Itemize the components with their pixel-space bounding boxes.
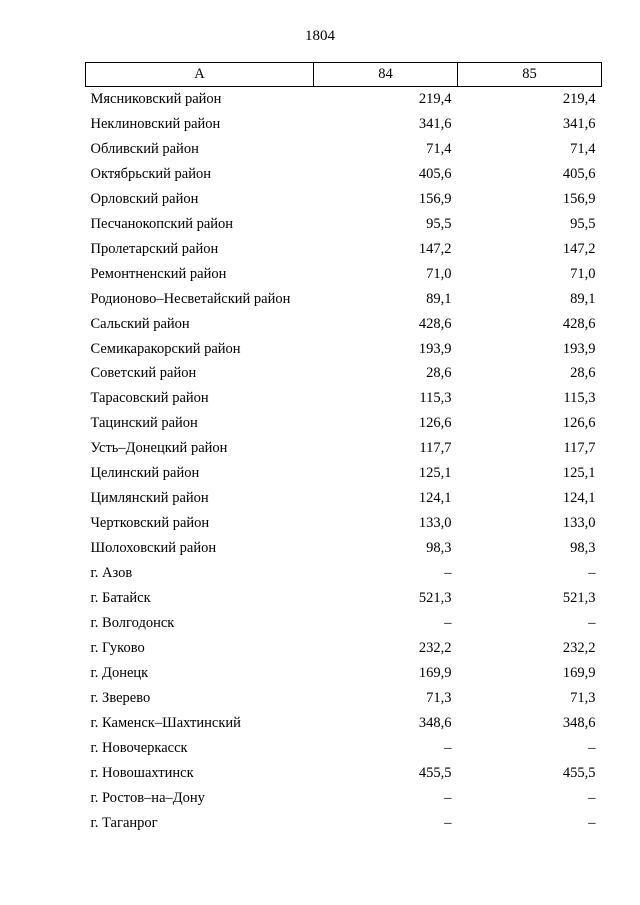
- table-row: [86, 611, 602, 636]
- table-row: [86, 312, 602, 337]
- table-row: [86, 212, 602, 237]
- cell-value-84: 95,5: [426, 215, 452, 232]
- cell-district: Тарасовский район: [90, 390, 209, 407]
- cell-value-84: –: [444, 565, 452, 582]
- cell-district: г. Азов: [90, 565, 133, 582]
- cell-value-85: –: [588, 614, 596, 631]
- table-row: [86, 436, 602, 461]
- cell-value-85: –: [588, 565, 596, 582]
- cell-district: Целинский район: [90, 465, 200, 482]
- header-row: [86, 63, 602, 87]
- table-row: [86, 486, 602, 511]
- cell-district: Пролетарский район: [90, 240, 219, 257]
- cell-value-85: 219,4: [562, 90, 596, 107]
- header-cell-name: А: [86, 63, 314, 87]
- cell-district: Октябрьский район: [90, 165, 211, 182]
- cell-district: Семикаракорский район: [90, 340, 241, 357]
- table-row: [86, 187, 602, 212]
- cell-value-85: 98,3: [570, 540, 596, 557]
- table-row: [86, 561, 602, 586]
- cell-value-84: 133,0: [418, 515, 452, 532]
- cell-district: Чертковский район: [90, 515, 210, 532]
- table-row: [86, 337, 602, 362]
- cell-district: Шолоховский район: [90, 540, 217, 557]
- cell-district: г. Донецк: [90, 664, 149, 681]
- cell-value-84: 428,6: [418, 315, 452, 332]
- cell-value-84: –: [444, 789, 452, 806]
- table-row: [86, 162, 602, 187]
- cell-district: г. Зверево: [90, 689, 151, 706]
- cell-value-85: 115,3: [563, 390, 596, 407]
- cell-value-84: 219,4: [418, 90, 452, 107]
- cell-value-84: 28,6: [426, 365, 452, 382]
- table-row: [86, 686, 602, 711]
- cell-value-85: 405,6: [562, 165, 596, 182]
- cell-value-84: 348,6: [418, 714, 452, 731]
- cell-district: Родионово–Несветайский район: [90, 290, 291, 307]
- cell-value-85: 169,9: [562, 664, 596, 681]
- cell-value-84: 115,3: [419, 390, 452, 407]
- cell-value-84: 98,3: [426, 540, 452, 557]
- cell-value-85: 71,4: [570, 140, 596, 157]
- cell-district: Цимлянский район: [90, 490, 209, 507]
- cell-value-85: 232,2: [562, 639, 596, 656]
- cell-district: г. Батайск: [90, 590, 151, 607]
- cell-district: г. Новочеркасск: [90, 739, 188, 756]
- cell-district: Усть–Донецкий район: [90, 440, 228, 457]
- cell-district: Сальский район: [90, 315, 190, 332]
- cell-value-85: 147,2: [562, 240, 596, 257]
- cell-value-85: 124,1: [562, 490, 596, 507]
- cell-value-84: 147,2: [418, 240, 452, 257]
- table-row: [86, 112, 602, 137]
- cell-value-85: 117,7: [563, 440, 596, 457]
- table-row: [86, 811, 602, 836]
- cell-value-84: 71,0: [426, 265, 452, 282]
- cell-value-84: 89,1: [426, 290, 452, 307]
- cell-district: г. Ростов–на–Дону: [90, 789, 205, 806]
- data-table: [85, 62, 602, 836]
- cell-value-84: 156,9: [418, 190, 452, 207]
- cell-value-85: 89,1: [570, 290, 596, 307]
- cell-district: Орловский район: [90, 190, 199, 207]
- table-row: [86, 361, 602, 386]
- cell-value-84: 125,1: [418, 465, 452, 482]
- table-row: [86, 536, 602, 561]
- cell-value-85: 71,0: [570, 265, 596, 282]
- cell-district: Тацинский район: [90, 415, 198, 432]
- cell-value-85: 193,9: [562, 340, 596, 357]
- cell-value-85: 521,3: [562, 590, 596, 607]
- cell-value-84: 126,6: [418, 415, 452, 432]
- cell-district: Неклиновский район: [90, 115, 221, 132]
- cell-value-85: 341,6: [562, 115, 596, 132]
- cell-value-85: 156,9: [562, 190, 596, 207]
- table-row: [86, 87, 602, 112]
- cell-district: г. Волгодонск: [90, 614, 175, 631]
- table-row: [86, 761, 602, 786]
- cell-value-84: 169,9: [418, 664, 452, 681]
- table-row: [86, 586, 602, 611]
- table-row: [86, 287, 602, 312]
- cell-value-84: 521,3: [418, 590, 452, 607]
- table-row: [86, 386, 602, 411]
- cell-value-85: –: [588, 789, 596, 806]
- table-row: [86, 636, 602, 661]
- table-row: [86, 736, 602, 761]
- cell-district: г. Каменск–Шахтинский: [90, 714, 241, 731]
- cell-value-84: 193,9: [418, 340, 452, 357]
- cell-value-85: 126,6: [562, 415, 596, 432]
- table-row: [86, 511, 602, 536]
- cell-value-85: 348,6: [562, 714, 596, 731]
- cell-value-84: –: [444, 614, 452, 631]
- cell-value-85: –: [588, 814, 596, 831]
- header-cell-84: 84: [314, 63, 458, 87]
- table-row: [86, 786, 602, 811]
- cell-value-84: –: [444, 739, 452, 756]
- cell-value-85: 125,1: [562, 465, 596, 482]
- cell-value-85: 428,6: [562, 315, 596, 332]
- cell-value-85: 133,0: [562, 515, 596, 532]
- cell-district: г. Таганрог: [90, 814, 158, 831]
- cell-value-84: 117,7: [419, 440, 452, 457]
- cell-value-84: 455,5: [418, 764, 452, 781]
- cell-value-84: 124,1: [418, 490, 452, 507]
- table-row: [86, 262, 602, 287]
- table-row: [86, 237, 602, 262]
- cell-district: Обливский район: [90, 140, 199, 157]
- table-row: [86, 711, 602, 736]
- cell-value-84: 232,2: [418, 639, 452, 656]
- cell-value-85: 455,5: [562, 764, 596, 781]
- cell-value-85: –: [588, 739, 596, 756]
- cell-value-85: 71,3: [570, 689, 596, 706]
- table-row: [86, 661, 602, 686]
- cell-value-84: 341,6: [418, 115, 452, 132]
- cell-district: Песчанокопский район: [90, 215, 234, 232]
- cell-district: г. Гуково: [90, 639, 145, 656]
- table-body: [86, 87, 602, 836]
- header-cell-85: 85: [458, 63, 602, 87]
- cell-district: Ремонтненский район: [90, 265, 227, 282]
- cell-district: Советский район: [90, 365, 197, 382]
- cell-value-84: 71,3: [426, 689, 452, 706]
- page-number: 1804: [305, 28, 335, 44]
- cell-value-85: 95,5: [570, 215, 596, 232]
- cell-district: г. Новошахтинск: [90, 764, 194, 781]
- cell-value-84: –: [444, 814, 452, 831]
- table-row: [86, 461, 602, 486]
- table-row: [86, 137, 602, 162]
- cell-district: Мясниковский район: [90, 90, 222, 107]
- cell-value-84: 71,4: [426, 140, 452, 157]
- cell-value-84: 405,6: [418, 165, 452, 182]
- table-row: [86, 411, 602, 436]
- cell-value-85: 28,6: [570, 365, 596, 382]
